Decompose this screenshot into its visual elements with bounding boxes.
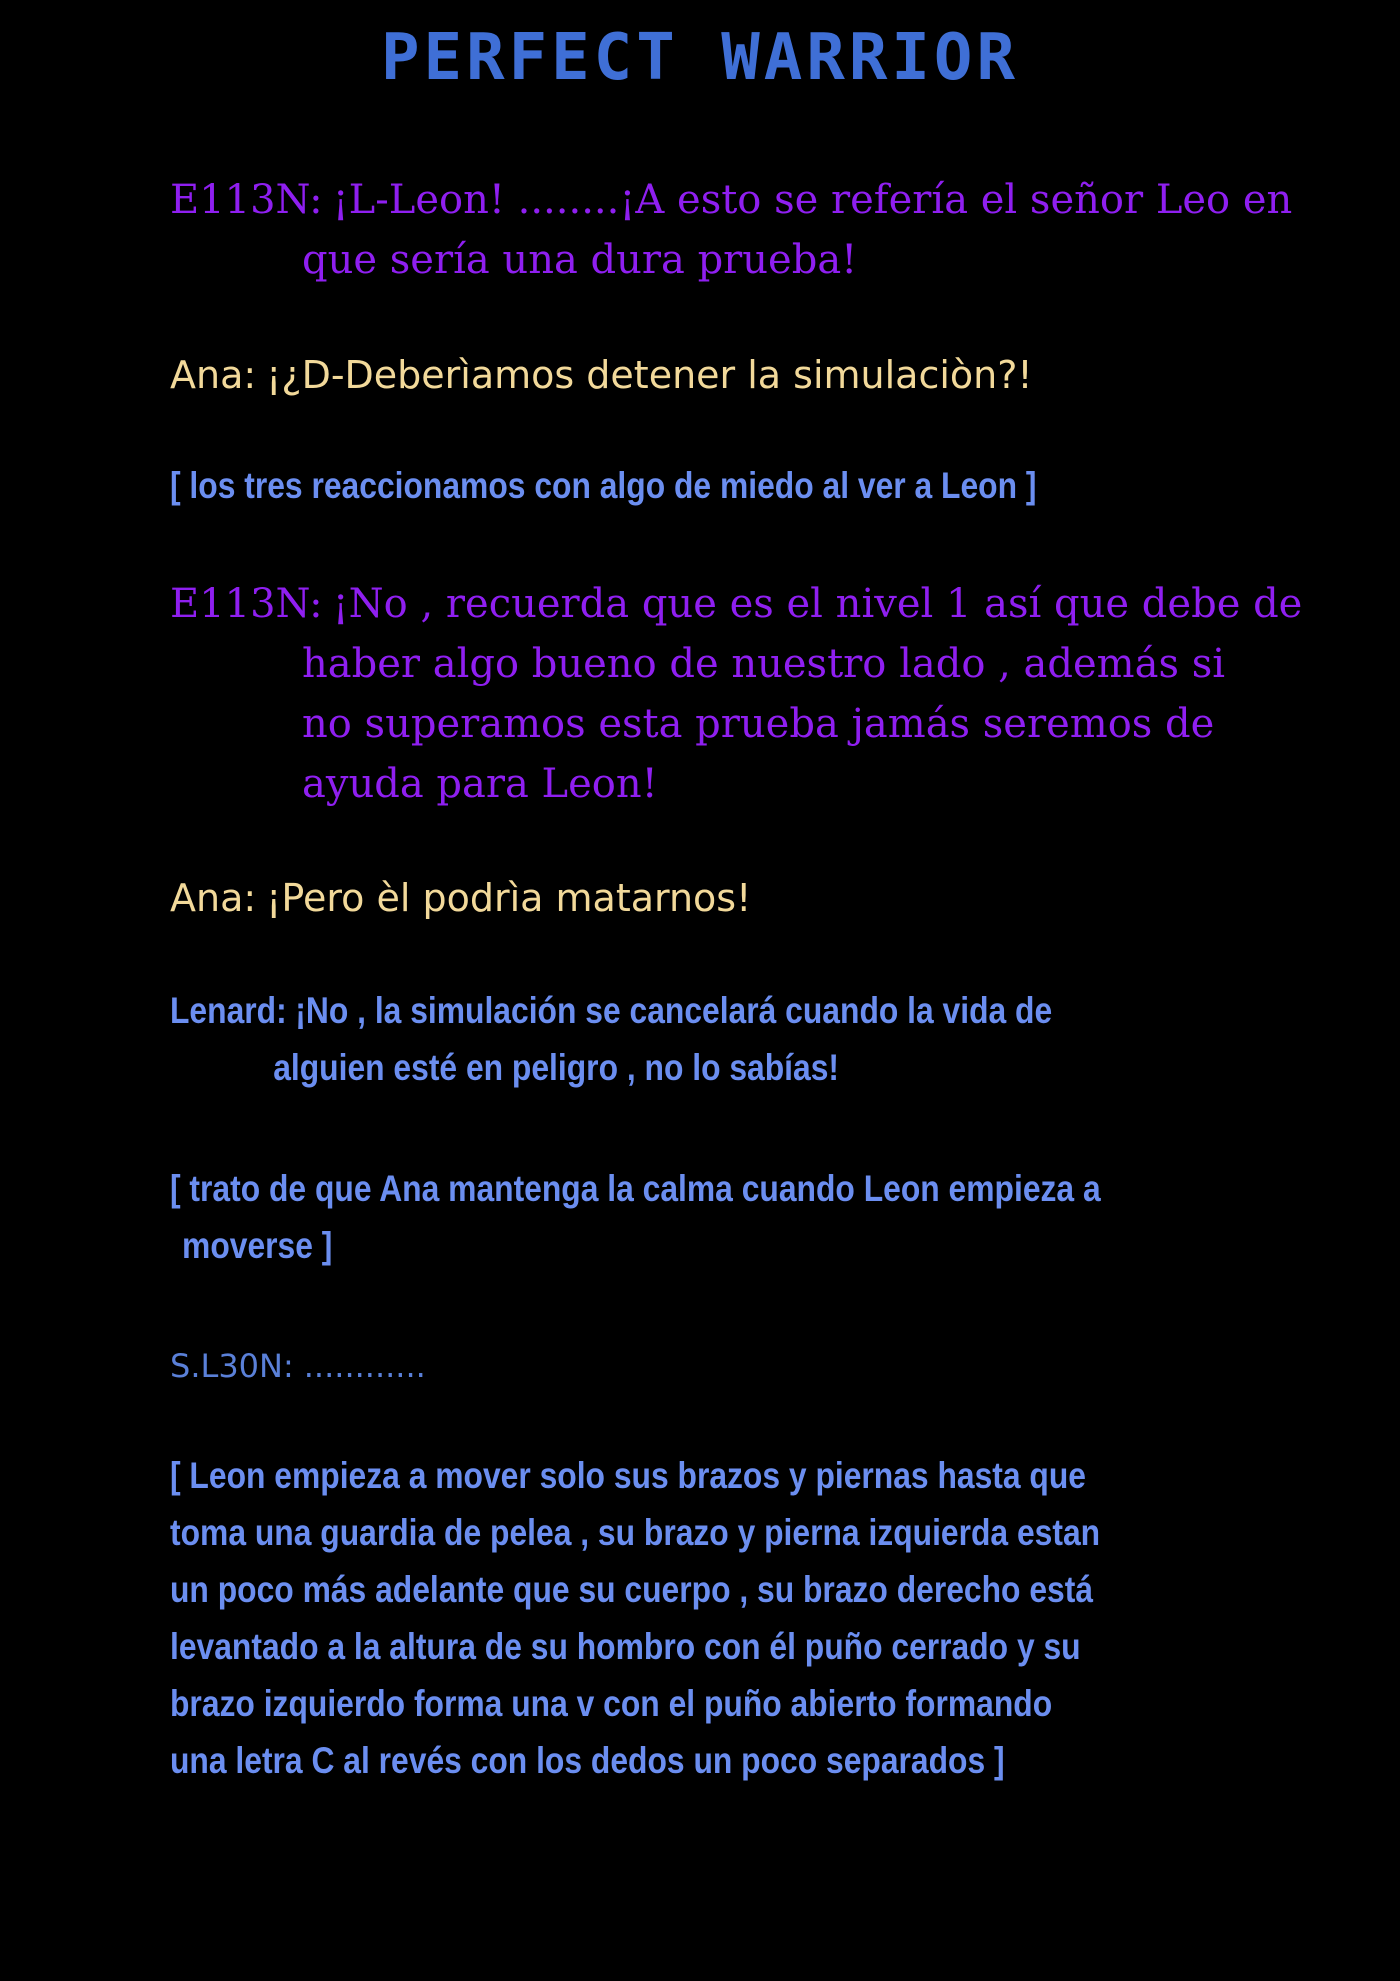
narration-line: [ los tres reaccionamos con algo de miedo al ver a Leon ] <box>170 465 1037 506</box>
dialogue-e113n-2 <box>170 574 1303 814</box>
page-title: PERFECT WARRIOR <box>381 21 1019 95</box>
dialogue-ana-2 <box>170 868 1250 928</box>
dialogue-lenard <box>170 982 1250 1096</box>
speaker-label: E113N: <box>170 581 323 627</box>
dialogue-line: ¡Pero èl podrìa matarnos! <box>266 876 752 920</box>
narration-line: [ trato de que Ana mantenga la calma cuando Leon empieza a <box>170 1168 1101 1209</box>
speaker-label: E113N: <box>170 177 323 223</box>
dialogue-line: no superamos esta prueba jamás seremos de <box>302 701 1215 747</box>
dialogue-line: haber algo bueno de nuestro lado , además si <box>302 641 1226 687</box>
narration-line: levantado a la altura de su hombro con él puño cerrado y su <box>170 1626 1081 1667</box>
speaker-label: Ana: <box>170 876 257 920</box>
dialogue-line: ¡No , la simulación se cancelará cuando la vida de <box>295 990 1053 1031</box>
dialogue-s130n <box>170 1336 1250 1396</box>
dialogue-line: ¡L-Leon! ........¡A esto se refería el señor Leo en <box>332 177 1293 223</box>
speaker-label: S.L30N: <box>170 1347 294 1385</box>
dialogue-line: que sería una dura prueba! <box>302 237 858 283</box>
speaker-label: Ana: <box>170 353 257 397</box>
dialogue-line: ............ <box>303 1347 426 1385</box>
narration-line: un poco más adelante que su cuerpo , su brazo derecho está <box>170 1569 1094 1610</box>
narration-line: [ Leon empieza a mover solo sus brazos y piernas hasta que <box>170 1455 1087 1496</box>
dialogue-line: ¡No , recuerda que es el nivel 1 así que debe de <box>332 581 1303 627</box>
dialogue-line: alguien esté en peligro , no lo sabías! <box>273 1047 840 1088</box>
narration-line: moverse ] <box>182 1225 333 1266</box>
dialogue-e113n-1 <box>170 170 1293 290</box>
speaker-label: Lenard: <box>170 990 287 1031</box>
narration-line: toma una guardia de pelea , su brazo y pierna izquierda estan <box>170 1512 1101 1553</box>
narration-line: brazo izquierdo forma una v con el puño abierto formando <box>170 1683 1053 1724</box>
narration-3 <box>170 1447 1250 1789</box>
dialogue-line: ¡¿D-Deberìamos detener la simulaciòn?! <box>266 353 1033 397</box>
dialogue-ana-1 <box>170 345 1250 405</box>
narration-1 <box>170 457 1250 514</box>
narration-line: una letra C al revés con los dedos un poco separados ] <box>170 1740 1005 1781</box>
narration-2 <box>170 1160 1250 1274</box>
dialogue-line: ayuda para Leon! <box>302 761 658 807</box>
